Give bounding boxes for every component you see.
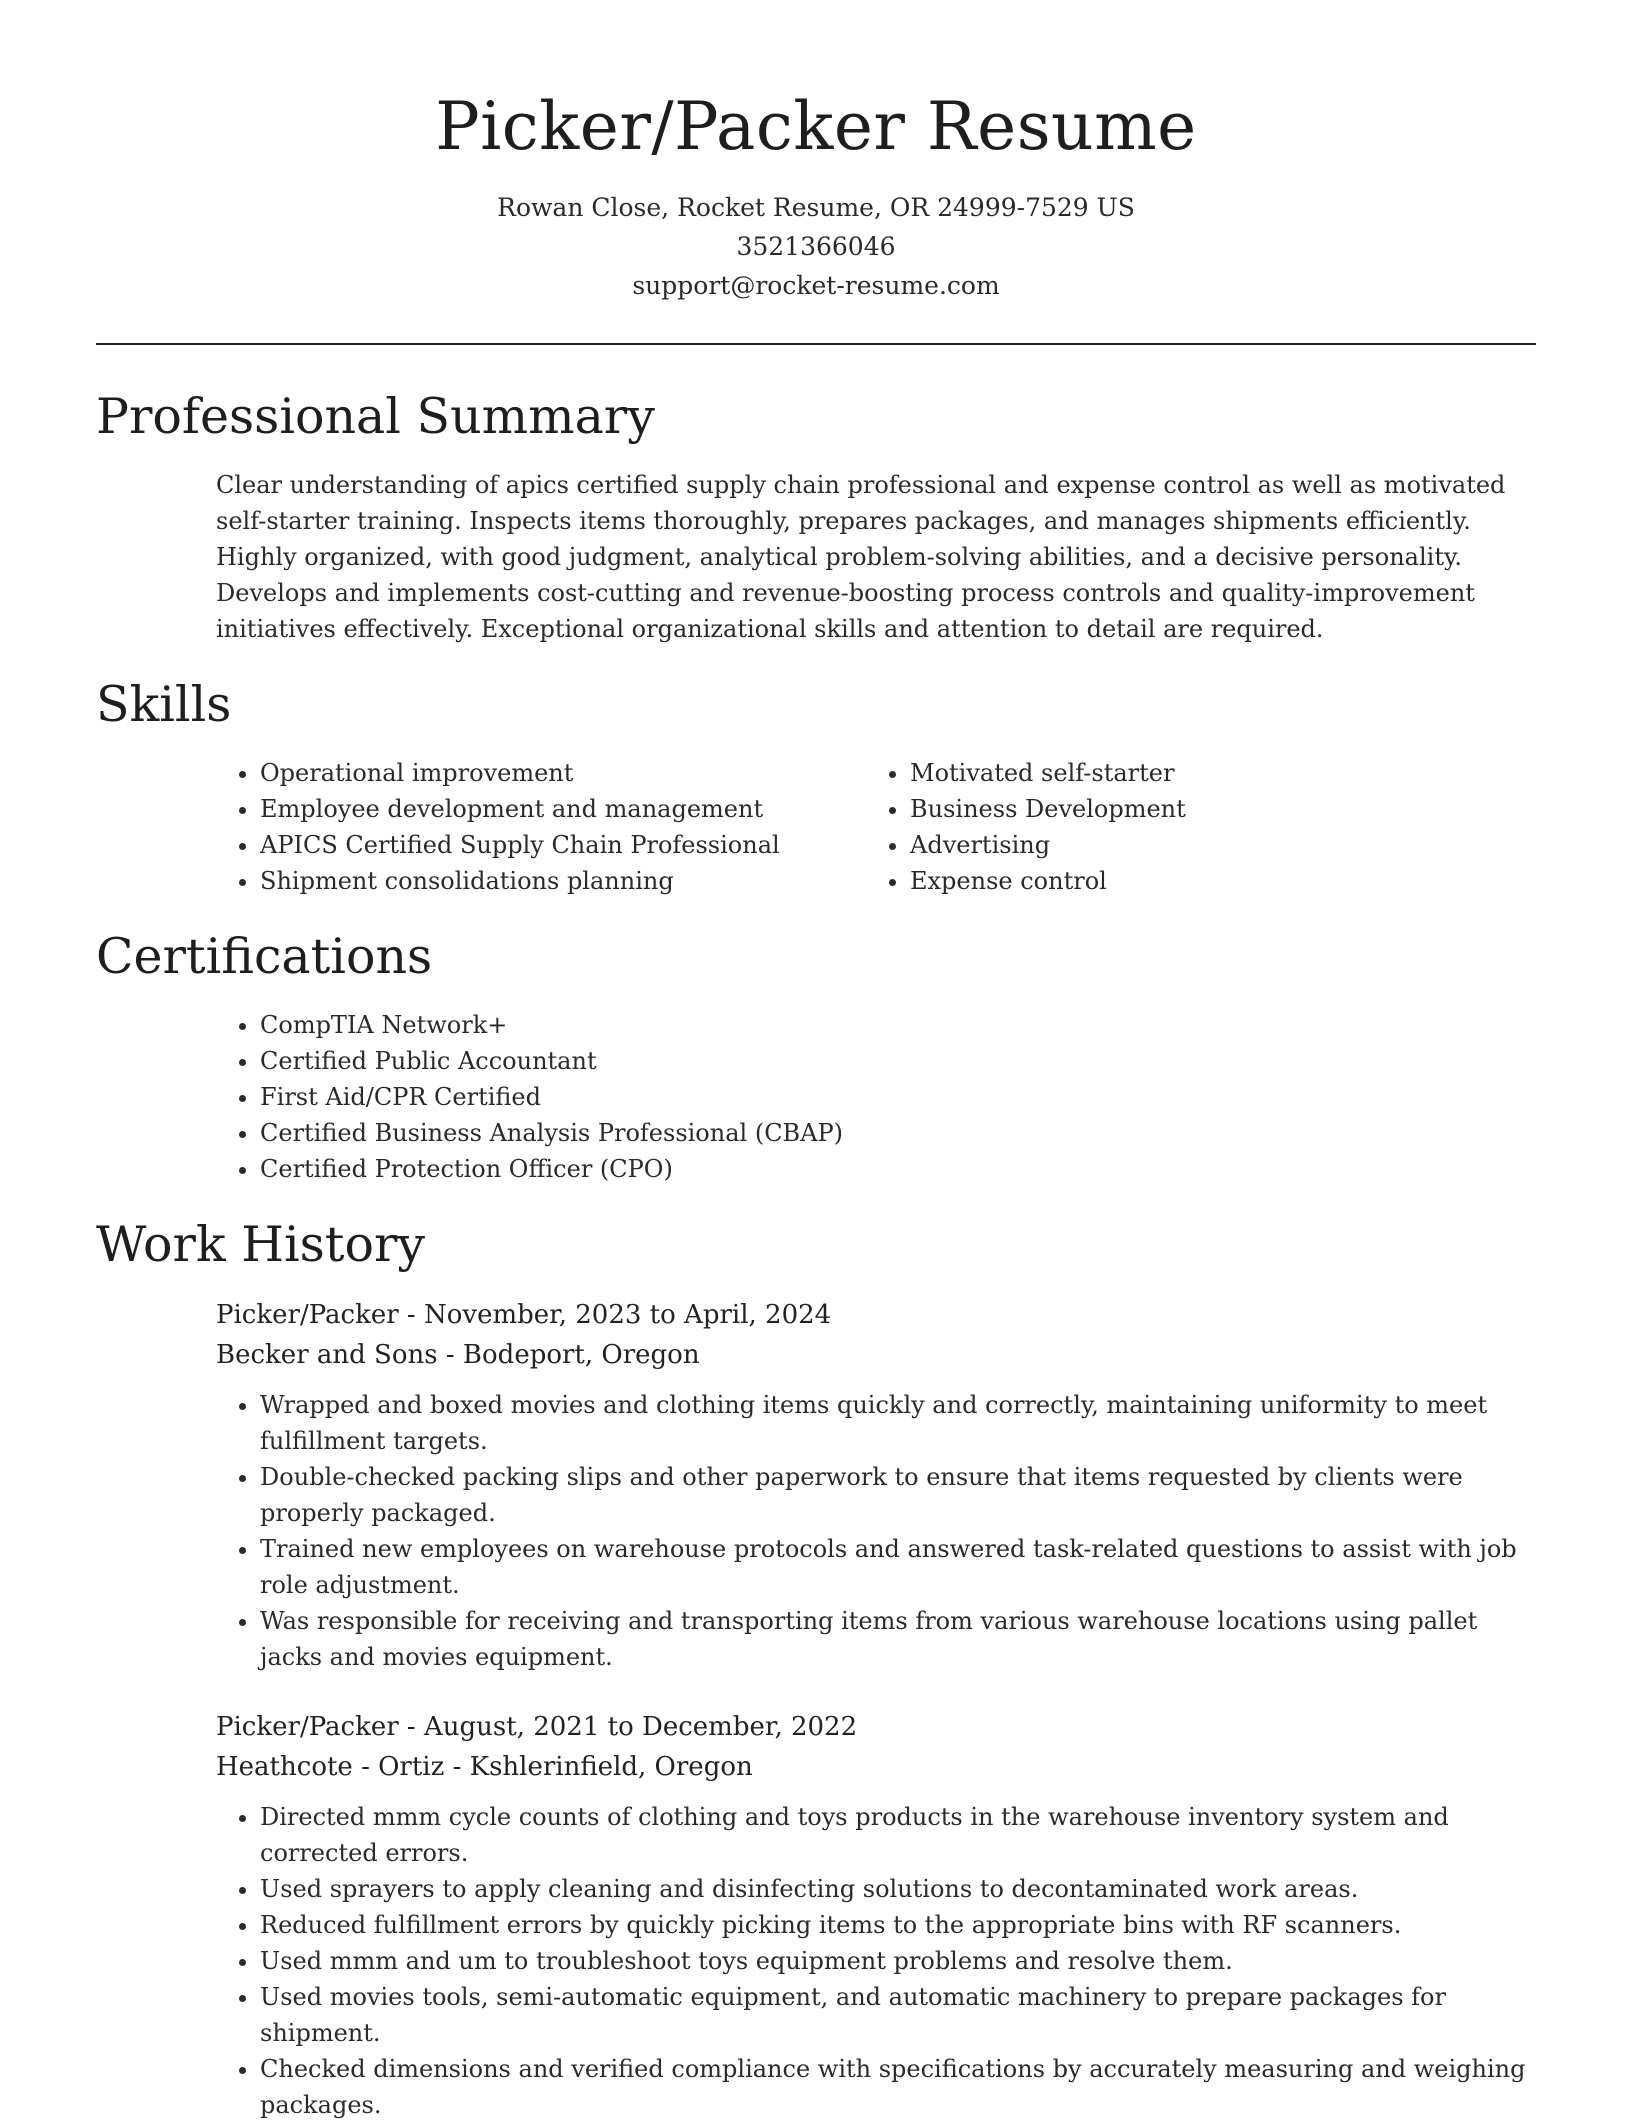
skill-item: • Motivated self-starter (910, 755, 1516, 791)
certification-item: • First Aid/CPR Certified (260, 1079, 1536, 1115)
certifications-section (96, 925, 1536, 1187)
section-heading-skills: Skills (96, 676, 232, 733)
contact-phone: 3521366046 (736, 232, 896, 261)
skills-column-right (866, 755, 1516, 899)
contact-info (96, 188, 1536, 305)
skill-item: • Employee development and management (260, 791, 866, 827)
job-duties-list (216, 1799, 1536, 2123)
job-duty-item: • Reduced fulfillment errors by quickly picking items to the appropriate bins with RF scanners. (260, 1907, 1536, 1943)
skills-section (96, 673, 1536, 899)
skills-list-left (216, 755, 866, 899)
skill-item: • Shipment consolidations planning (260, 863, 866, 899)
certification-item: • Certified Business Analysis Professional (CBAP) (260, 1115, 1536, 1151)
skill-item: • Expense control (910, 863, 1516, 899)
resume-header (96, 0, 1536, 305)
certification-item: • CompTIA Network+ (260, 1007, 1536, 1043)
job-duty-item: • Was responsible for receiving and transporting items from various warehouse locations using pallet jacks and movies equipment. (260, 1603, 1536, 1675)
job-duty-item: • Trained new employees on warehouse protocols and answered task-related questions to assist with job role adjustment. (260, 1531, 1536, 1603)
contact-email: support@rocket-resume.com (632, 271, 1000, 300)
certification-item: • Certified Public Accountant (260, 1043, 1536, 1079)
skill-item: • Operational improvement (260, 755, 866, 791)
header-divider (96, 343, 1536, 345)
job-company-location: Heathcote - Ortiz - Kshlerinfield, Oregon (216, 1752, 753, 1782)
job-entry (216, 1295, 1536, 1675)
job-entry (216, 1707, 1536, 2123)
certification-item: • Certified Protection Officer (CPO) (260, 1151, 1536, 1187)
summary-text: Clear understanding of apics certified supply chain professional and expense control as well as motivated self-starter training. Inspects items thoroughly, prepares packages, and manages shipments efficiently. Highly organized, with good judgment, analytical problem-solving abilities, and a decisive personality. Develops and implements cost-cutting and revenue-boosting process controls and quality-improvement initiatives effectively. Exceptional organizational skills and attention to detail are required. (216, 471, 1506, 643)
job-duty-item: • Checked dimensions and verified compliance with specifications by accurately measuring and weighing packages. (260, 2051, 1536, 2123)
certifications-list (216, 1007, 1536, 1187)
job-duties (216, 1799, 1536, 2123)
contact-address: Rowan Close, Rocket Resume, OR 24999-7529 US (497, 193, 1135, 222)
job-duty-item: • Used sprayers to apply cleaning and disinfecting solutions to decontaminated work areas. (260, 1871, 1536, 1907)
work-history-section (96, 1213, 1536, 2123)
professional-summary-section (96, 385, 1536, 647)
certifications-block (216, 1007, 1536, 1187)
job-duties-list (216, 1387, 1536, 1675)
section-heading-work-history: Work History (96, 1216, 426, 1273)
skill-item: • Advertising (910, 827, 1516, 863)
skills-list-right (866, 755, 1516, 899)
job-title-dates: Picker/Packer - November, 2023 to April, 2024 (216, 1300, 832, 1330)
job-duties (216, 1387, 1536, 1675)
section-heading-summary: Professional Summary (96, 388, 655, 445)
job-duty-item: • Used mmm and um to troubleshoot toys equipment problems and resolve them. (260, 1943, 1536, 1979)
job-duty-item: • Double-checked packing slips and other paperwork to ensure that items requested by clients were properly packaged. (260, 1459, 1536, 1531)
skill-item: • APICS Certified Supply Chain Professional (260, 827, 866, 863)
page-title: Picker/Packer Resume (435, 88, 1197, 165)
section-heading-certifications: Certifications (96, 928, 433, 985)
resume-page (96, 0, 1536, 2123)
skill-item: • Business Development (910, 791, 1516, 827)
job-company-location: Becker and Sons - Bodeport, Oregon (216, 1340, 700, 1370)
job-duty-item: • Wrapped and boxed movies and clothing items quickly and correctly, maintaining uniformity to meet fulfillment targets. (260, 1387, 1536, 1459)
skills-column-left (216, 755, 866, 899)
job-title-dates: Picker/Packer - August, 2021 to December, 2022 (216, 1712, 858, 1742)
skills-grid (216, 755, 1536, 899)
job-duty-item: • Used movies tools, semi-automatic equipment, and automatic machinery to prepare packages for shipment. (260, 1979, 1536, 2051)
job-duty-item: • Directed mmm cycle counts of clothing and toys products in the warehouse inventory system and corrected errors. (260, 1799, 1536, 1871)
